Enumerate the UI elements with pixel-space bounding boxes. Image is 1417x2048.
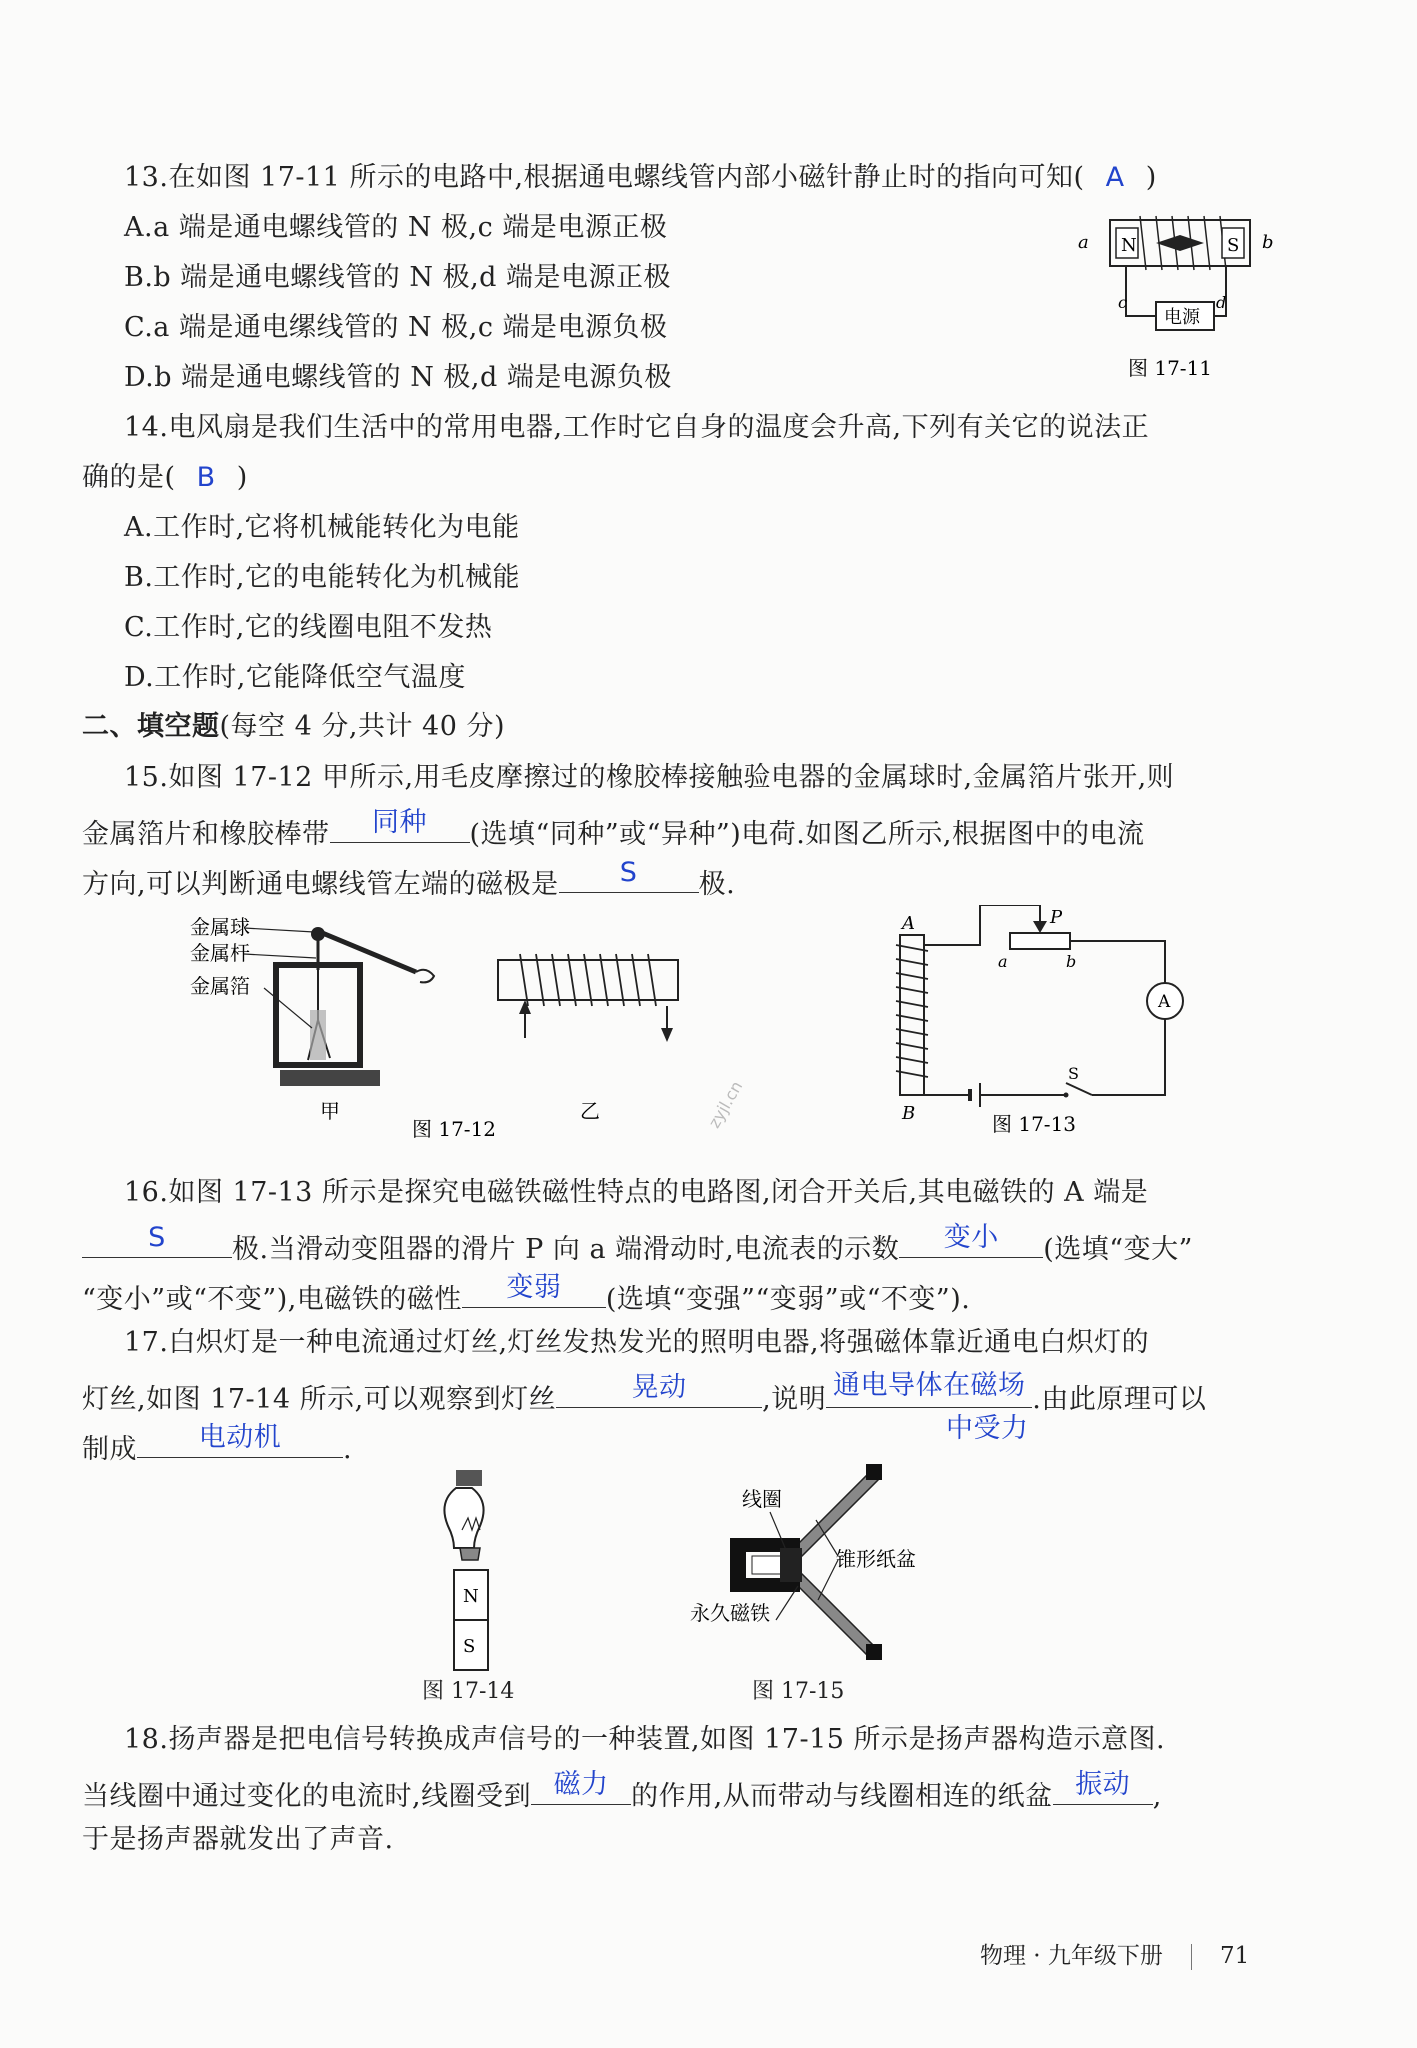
q18-blank-2: 振动 [1053, 1772, 1153, 1805]
q13-option-c: C.a 端是通电缧线管的 N 极,c 端是电源负极 [124, 312, 668, 343]
figure-17-15 [690, 1460, 950, 1660]
q16-line1: 16.如图 17-13 所示是探究电磁铁磁性特点的电路图,闭合开关后,其电磁铁的 A 端是 [124, 1177, 1149, 1208]
fig15-coil-label: 线圈 [742, 1487, 782, 1511]
q13-option-b: B.b 端是通电螺线管的 N 极,d 端是电源正极 [124, 262, 672, 293]
fig12-jia-label: 甲 [320, 1099, 340, 1123]
q14-option-c: C.工作时,它的线圈电阻不发热 [124, 612, 493, 643]
q16-line3: “变小”或“不变”),电磁铁的磁性 变弱 (选填“变强”“变弱”或“不变”). [82, 1272, 971, 1315]
fig12-foil-label: 金属箔 [190, 974, 250, 998]
q15-blank-2: S [559, 860, 699, 893]
q14-option-d: D.工作时,它能降低空气温度 [124, 662, 466, 693]
q14-stem-line1: 14.电风扇是我们生活中的常用电器,工作时它自身的温度会升高,下列有关它的说法正 [124, 412, 1150, 443]
q16-blank-3: 变弱 [462, 1275, 606, 1308]
q13-option-d: D.b 端是通电螺线管的 N 极,d 端是电源负极 [124, 362, 672, 393]
q18-blank-1: 磁力 [531, 1772, 631, 1805]
fig11-label-d: d [1216, 293, 1227, 312]
fig15-caption: 图 17-15 [752, 1679, 845, 1704]
q17-line2: 灯丝,如图 17-14 所示,可以观察到灯丝 晃动 ,说明 通电导体在磁场 .由此原理可以 [82, 1370, 1207, 1415]
fig13-label-a: a [998, 952, 1008, 971]
fig12-caption: 图 17-12 [412, 1117, 497, 1141]
q16-line2: S 极.当滑动变阻器的滑片 P 向 a 端滑动时,电流表的示数 变小 (选填“变大” [82, 1225, 1193, 1268]
fig11-pole-n: N [1121, 235, 1137, 256]
fig12-ball-label: 金属球 [190, 915, 250, 939]
fig14-pole-n: N [463, 1586, 479, 1607]
q18-line1: 18.扬声器是把电信号转换成声信号的一种装置,如图 17-15 所示是扬声器构造示意图. [124, 1724, 1166, 1755]
q17-blank-3: 电动机 [137, 1425, 343, 1458]
fig13-switch-label: S [1068, 1064, 1079, 1083]
q17-blank-1: 晃动 [556, 1375, 762, 1408]
fig13-label-P: P [1050, 907, 1063, 928]
q14-stem-line2: 确的是( B ) [82, 462, 248, 493]
q14-option-b: B.工作时,它的电能转化为机械能 [124, 562, 521, 593]
q13-answer: A [1105, 162, 1125, 193]
q18-line2: 当线圈中通过变化的电流时,线圈受到 磁力 的作用,从而带动与线圈相连的纸盆 振动 , [82, 1769, 1162, 1812]
fig12-rod-label: 金属杆 [190, 941, 250, 965]
figure-17-12 [180, 910, 740, 1155]
fig11-label-b: b [1262, 232, 1274, 253]
q15-line1: 15.如图 17-12 甲所示,用毛皮摩擦过的橡胶棒接触验电器的金属球时,金属箔片张开,则 [124, 762, 1175, 793]
q17-blank-2-continuation: 中受力 [946, 1413, 1029, 1444]
q15-line3: 方向,可以判断通电螺线管左端的磁极是 S 极. [82, 857, 736, 900]
fig11-label-c: c [1118, 293, 1127, 312]
q17-line1: 17.白炽灯是一种电流通过灯丝,灯丝发热发光的照明电器,将强磁体靠近通电白炽灯的 [124, 1327, 1150, 1358]
fig11-power-source: 电源 [1164, 307, 1200, 328]
figure-17-13 [870, 905, 1200, 1155]
fig11-label-a: a [1078, 232, 1089, 253]
fig12-yi-label: 乙 [580, 1099, 600, 1123]
watermark: zyjl.cn [704, 1077, 747, 1132]
section-2-heading: 二、填空题(每空 4 分,共计 40 分) [82, 711, 506, 742]
fig13-ammeter: A [1158, 992, 1171, 1012]
fig11-caption: 图 17-11 [1128, 356, 1213, 380]
q15-blank-1: 同种 [330, 810, 470, 843]
book-title: 物理 · 九年级下册 [980, 1943, 1163, 1969]
q13-option-a: A.a 端是通电螺线管的 N 极,c 端是电源正极 [124, 212, 668, 243]
fig15-magnet-label: 永久磁铁 [690, 1601, 770, 1625]
fig11-pole-s: S [1227, 235, 1240, 256]
fig13-label-A: A [902, 913, 915, 934]
q14-option-a: A.工作时,它将机械能转化为电能 [124, 512, 520, 543]
q18-line3: 于是扬声器就发出了声音. [82, 1824, 394, 1855]
q17-line3: 制成 电动机 . [82, 1422, 353, 1465]
fig14-pole-s: S [463, 1636, 476, 1657]
q16-blank-2: 变小 [899, 1225, 1043, 1258]
fig13-caption: 图 17-13 [992, 1112, 1077, 1136]
q17-blank-2: 通电导体在磁场 [826, 1375, 1032, 1408]
q16-blank-1: S [82, 1225, 232, 1258]
q13-stem: 13.在如图 17-11 所示的电路中,根据通电螺线管内部小磁针静止时的指向可知( A ) [124, 162, 1157, 193]
fig14-caption: 图 17-14 [422, 1679, 515, 1704]
figure-17-11 [1070, 208, 1300, 388]
q14-answer: B [196, 462, 216, 493]
fig13-label-b: b [1066, 952, 1077, 971]
q15-line2: 金属箔片和橡胶棒带 同种 (选填“同种”或“异种”)电荷.如图乙所示,根据图中的电流 [82, 807, 1145, 850]
page-number: 71 [1219, 1943, 1250, 1969]
page-footer [980, 1937, 1249, 1970]
fig13-label-B: B [902, 1103, 916, 1124]
fig15-cone-label: 锥形纸盆 [836, 1547, 916, 1571]
